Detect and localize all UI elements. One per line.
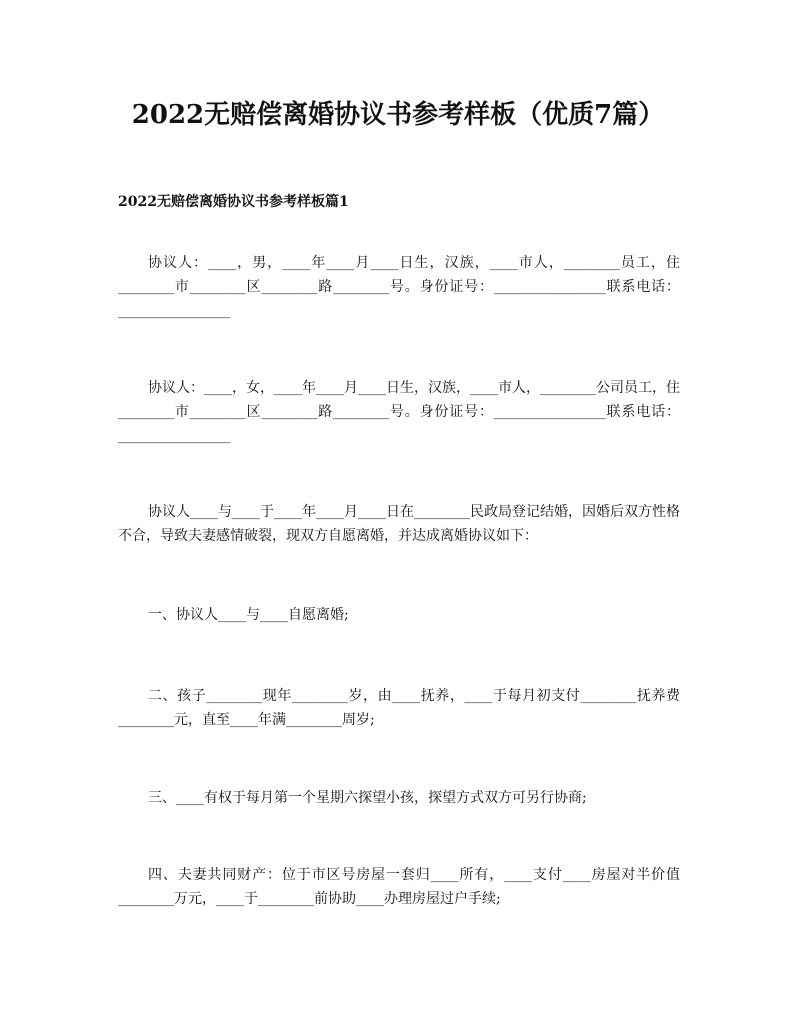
paragraph-clause-1: 一、协议人____与____自愿离婚;	[148, 607, 349, 623]
paragraph-clause-2: 二、孩子________现年________岁，由____抚养，____于每月初支付________抚养费________元，直至____年满________周岁;	[118, 688, 680, 728]
section-heading: 2022无赔偿离婚协议书参考样板篇1	[118, 194, 349, 210]
paragraph-clause-4: 四、夫妻共同财产：位于市区号房屋一套归____所有，____支付____房屋对半价值________万元，____于________前协助____办理房屋过户手续;	[118, 867, 680, 907]
paragraph-clause-3: 三、____有权于每月第一个星期六探望小孩，探望方式双方可另行协商;	[148, 790, 587, 806]
paragraph-background: 协议人____与____于____年____月____日在________民政局登记结婚，因婚后双方性格不合，导致夫妻感情破裂，现双方自愿离婚，并达成离婚协议如下：	[118, 504, 680, 544]
document-title: 2022无赔偿离婚协议书参考样板（优质7篇）	[131, 100, 665, 130]
paragraph-party-2: 协议人：____，女，____年____月____日生，汉族，____市人，________公司员工，住________市________区________路________号。身份证号：________________联系电话：________________	[118, 380, 680, 444]
paragraph-party-1: 协议人：____，男，____年____月____日生，汉族，____市人，________员工，住________市________区________路________号。身份证号：________________联系电话：________________	[118, 255, 680, 319]
